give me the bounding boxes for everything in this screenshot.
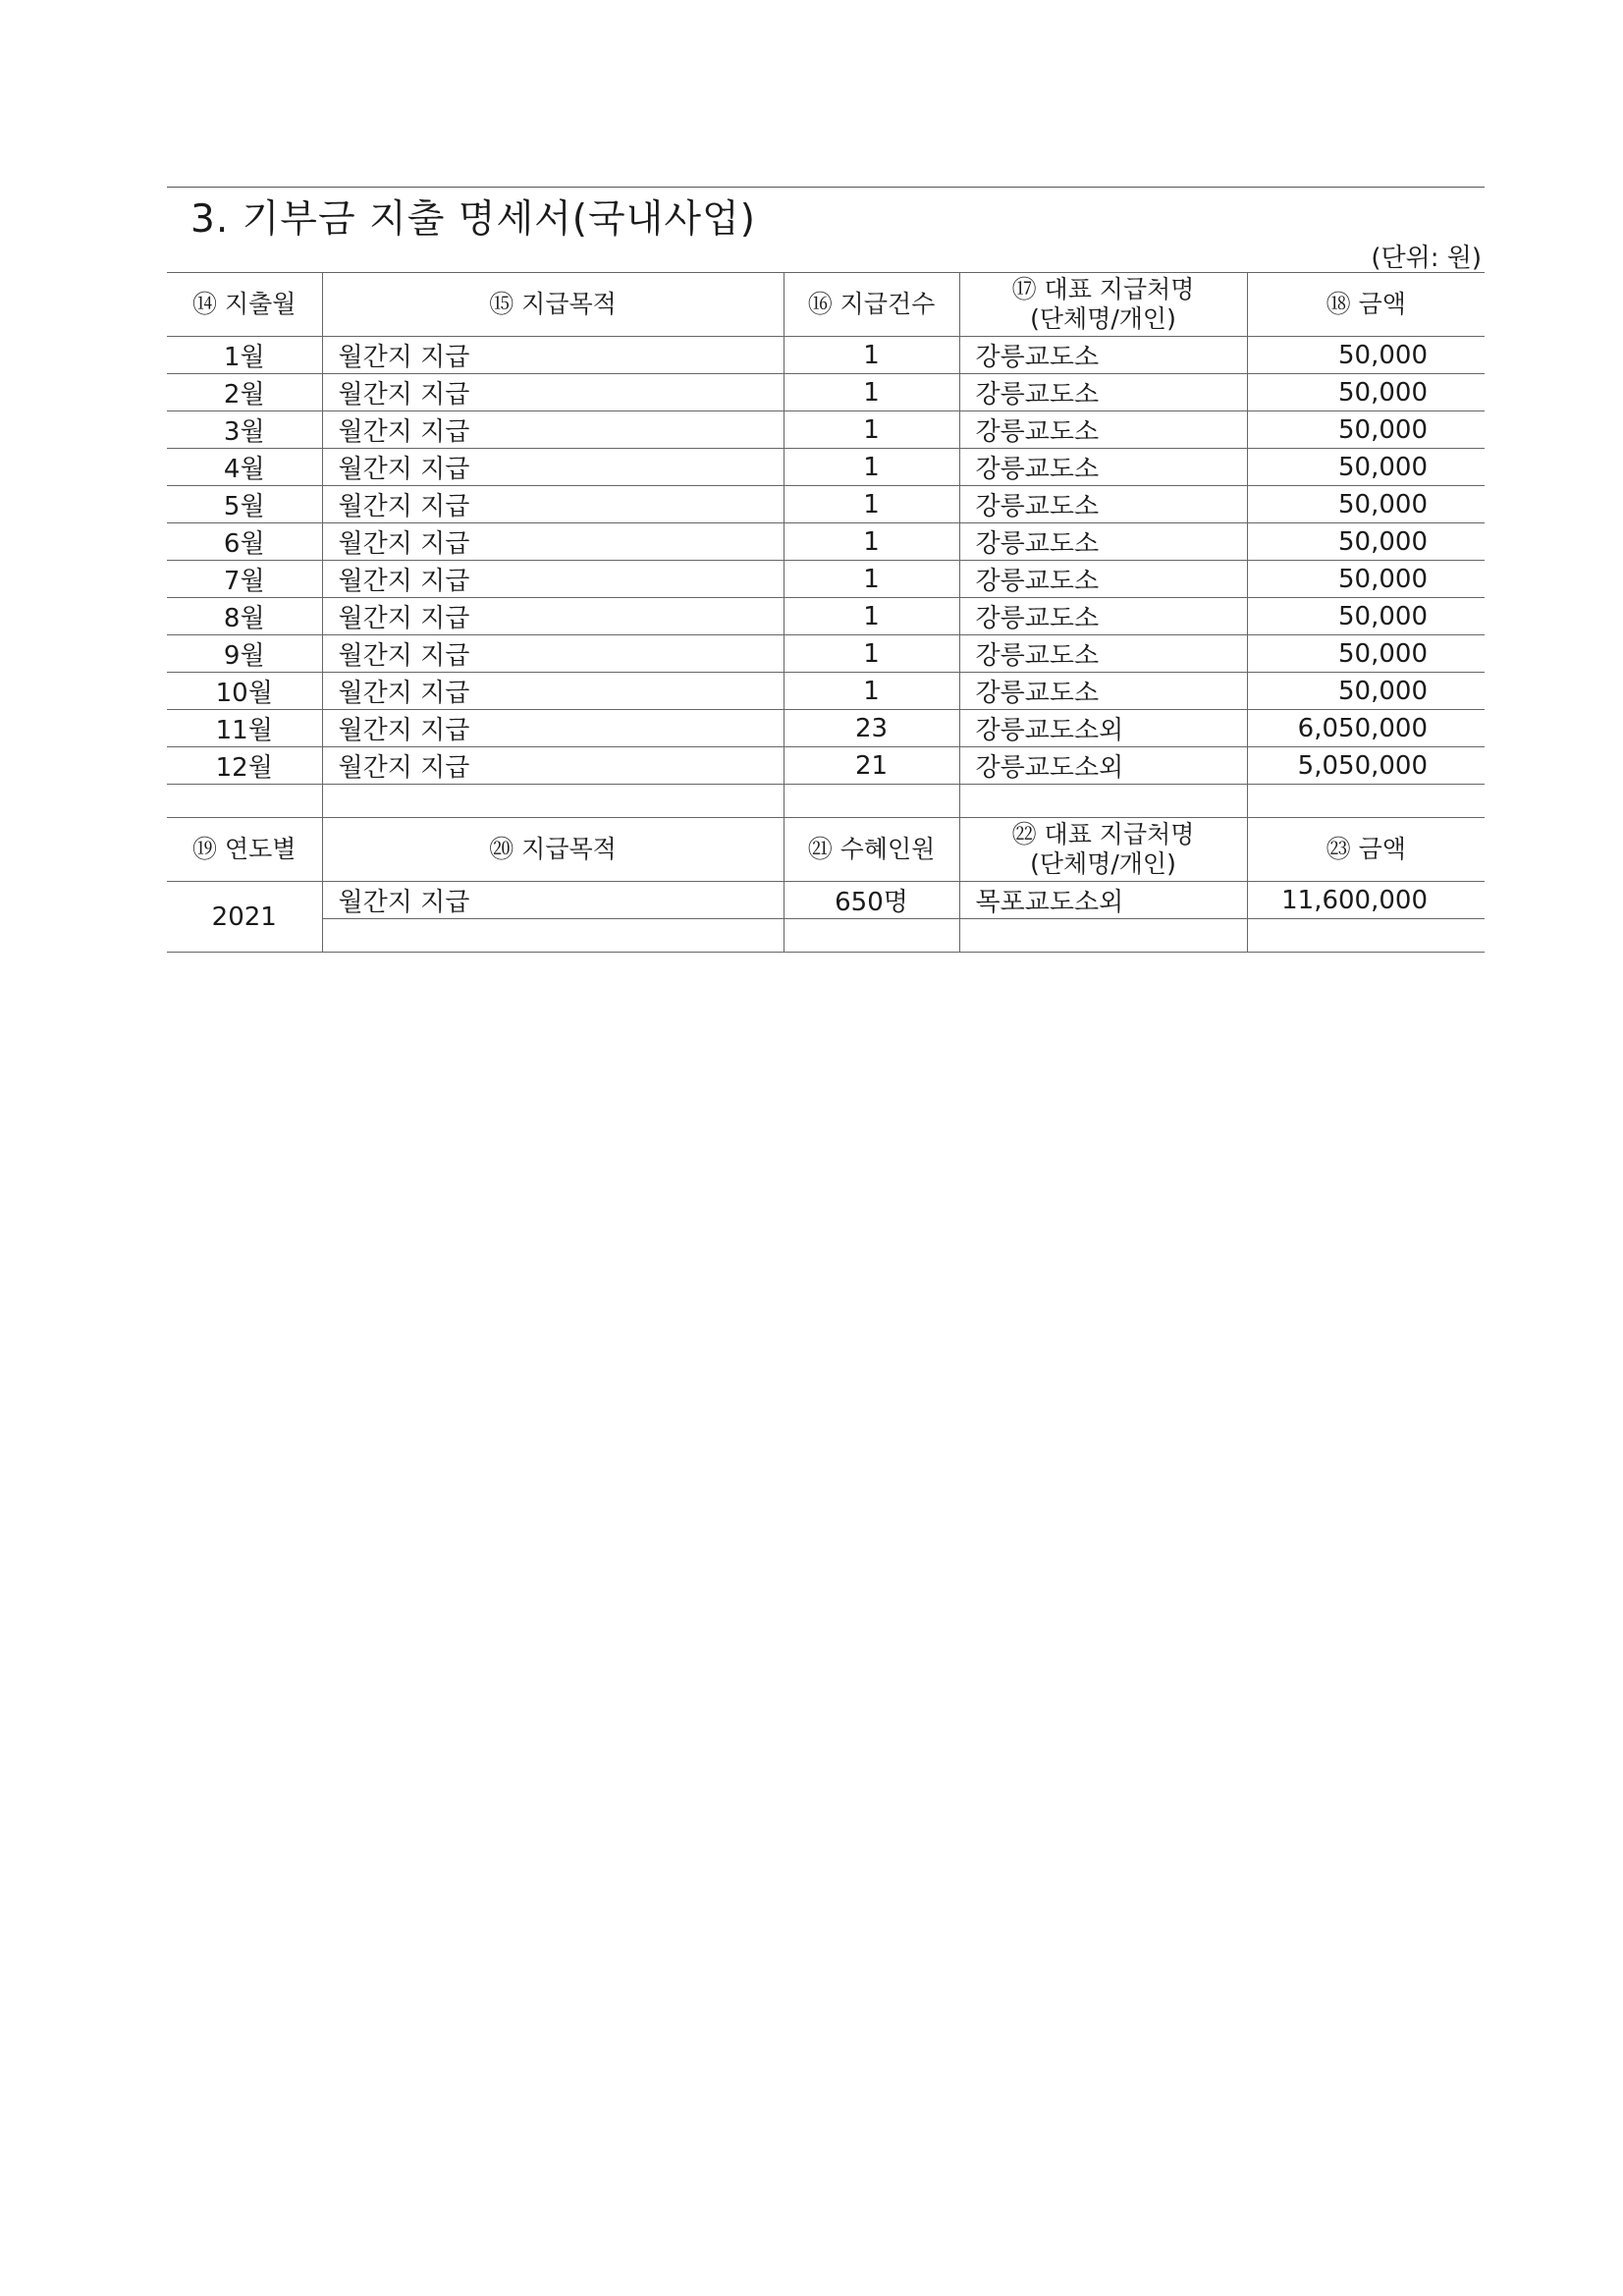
table-row	[167, 635, 1485, 673]
donation-expense-table	[167, 272, 1485, 953]
recipient-cell: 강릉교도소	[959, 337, 1247, 374]
month-cell: 5월	[167, 486, 322, 523]
recipient-cell: 강릉교도소	[959, 486, 1247, 523]
amount-cell: 50,000	[1247, 411, 1485, 449]
month-cell: 4월	[167, 449, 322, 486]
count-cell: 1	[784, 374, 959, 411]
yearly-empty-row	[167, 919, 1485, 953]
recipient-cell: 강릉교도소	[959, 673, 1247, 710]
month-cell: 8월	[167, 598, 322, 635]
purpose-cell: 월간지 지급	[322, 337, 784, 374]
purpose-cell: 월간지 지급	[322, 635, 784, 673]
count-cell: 1	[784, 411, 959, 449]
table-row	[167, 486, 1485, 523]
recipient-cell: 강릉교도소	[959, 561, 1247, 598]
month-cell: 2월	[167, 374, 322, 411]
monthly-header-row	[167, 273, 1485, 337]
amount-cell: 50,000	[1247, 598, 1485, 635]
amount-cell: 50,000	[1247, 337, 1485, 374]
amount-cell: 50,000	[1247, 561, 1485, 598]
recipient-cell: 강릉교도소	[959, 374, 1247, 411]
recipient-cell: 강릉교도소	[959, 523, 1247, 561]
count-cell: 1	[784, 523, 959, 561]
table-row	[167, 673, 1485, 710]
recipient-cell: 강릉교도소	[959, 411, 1247, 449]
purpose-cell: 월간지 지급	[322, 374, 784, 411]
header-yearly-recipient-line1: ㉒ 대표 지급처명	[1011, 820, 1195, 848]
count-cell: 21	[784, 747, 959, 785]
header-yearly-recipient	[959, 818, 1247, 882]
empty-cell	[322, 919, 784, 953]
month-cell: 1월	[167, 337, 322, 374]
header-year: ⑲ 연도별	[167, 818, 322, 882]
purpose-cell: 월간지 지급	[322, 523, 784, 561]
recipient-cell: 강릉교도소	[959, 635, 1247, 673]
amount-cell: 50,000	[1247, 374, 1485, 411]
amount-cell: 50,000	[1247, 486, 1485, 523]
header-beneficiaries: ㉑ 수혜인원	[784, 818, 959, 882]
header-recipient-line2: (단체명/개인)	[1030, 304, 1176, 333]
header-purpose: ⑮ 지급목적	[322, 273, 784, 337]
table-row	[167, 598, 1485, 635]
table-row	[167, 710, 1485, 747]
amount-cell: 50,000	[1247, 523, 1485, 561]
header-count: ⑯ 지급건수	[784, 273, 959, 337]
empty-cell	[1247, 785, 1485, 818]
table-row	[167, 523, 1485, 561]
count-cell: 1	[784, 561, 959, 598]
purpose-cell: 월간지 지급	[322, 747, 784, 785]
empty-cell	[1247, 919, 1485, 953]
yearly-purpose-cell: 월간지 지급	[322, 882, 784, 919]
header-month: ⑭ 지출월	[167, 273, 322, 337]
count-cell: 1	[784, 673, 959, 710]
header-amount: ⑱ 금액	[1247, 273, 1485, 337]
empty-cell	[959, 785, 1247, 818]
month-cell: 3월	[167, 411, 322, 449]
beneficiaries-cell: 650명	[784, 882, 959, 919]
purpose-cell: 월간지 지급	[322, 673, 784, 710]
yearly-row	[167, 882, 1485, 919]
table-row	[167, 561, 1485, 598]
purpose-cell: 월간지 지급	[322, 411, 784, 449]
empty-cell	[784, 919, 959, 953]
yearly-recipient-cell: 목포교도소외	[959, 882, 1247, 919]
header-yearly-recipient-line2: (단체명/개인)	[1030, 849, 1176, 878]
count-cell: 1	[784, 449, 959, 486]
purpose-cell: 월간지 지급	[322, 561, 784, 598]
month-cell: 11월	[167, 710, 322, 747]
purpose-cell: 월간지 지급	[322, 710, 784, 747]
document-title: 3. 기부금 지출 명세서(국내사업)	[190, 197, 756, 242]
month-cell: 10월	[167, 673, 322, 710]
month-cell: 7월	[167, 561, 322, 598]
unit-note: (단위: 원)	[1371, 244, 1482, 273]
month-cell: 12월	[167, 747, 322, 785]
table-row	[167, 747, 1485, 785]
purpose-cell: 월간지 지급	[322, 598, 784, 635]
header-yearly-amount: ㉓ 금액	[1247, 818, 1485, 882]
recipient-cell: 강릉교도소외	[959, 747, 1247, 785]
table-row	[167, 337, 1485, 374]
amount-cell: 5,050,000	[1247, 747, 1485, 785]
table-row	[167, 449, 1485, 486]
header-recipient-line1: ⑰ 대표 지급처명	[1011, 275, 1195, 303]
title-rule	[167, 187, 1485, 188]
count-cell: 1	[784, 486, 959, 523]
month-cell: 6월	[167, 523, 322, 561]
yearly-header-row	[167, 818, 1485, 882]
amount-cell: 50,000	[1247, 449, 1485, 486]
recipient-cell: 강릉교도소외	[959, 710, 1247, 747]
table-row	[167, 411, 1485, 449]
amount-cell: 50,000	[1247, 635, 1485, 673]
amount-cell: 50,000	[1247, 673, 1485, 710]
month-cell: 9월	[167, 635, 322, 673]
empty-cell	[959, 919, 1247, 953]
empty-row	[167, 785, 1485, 818]
recipient-cell: 강릉교도소	[959, 598, 1247, 635]
header-yearly-purpose: ⑳ 지급목적	[322, 818, 784, 882]
empty-cell	[784, 785, 959, 818]
yearly-amount-cell: 11,600,000	[1247, 882, 1485, 919]
year-cell: 2021	[167, 882, 322, 953]
empty-cell	[167, 785, 322, 818]
purpose-cell: 월간지 지급	[322, 449, 784, 486]
recipient-cell: 강릉교도소	[959, 449, 1247, 486]
count-cell: 1	[784, 337, 959, 374]
purpose-cell: 월간지 지급	[322, 486, 784, 523]
amount-cell: 6,050,000	[1247, 710, 1485, 747]
count-cell: 1	[784, 635, 959, 673]
table-row	[167, 374, 1485, 411]
empty-cell	[322, 785, 784, 818]
header-recipient	[959, 273, 1247, 337]
count-cell: 1	[784, 598, 959, 635]
count-cell: 23	[784, 710, 959, 747]
